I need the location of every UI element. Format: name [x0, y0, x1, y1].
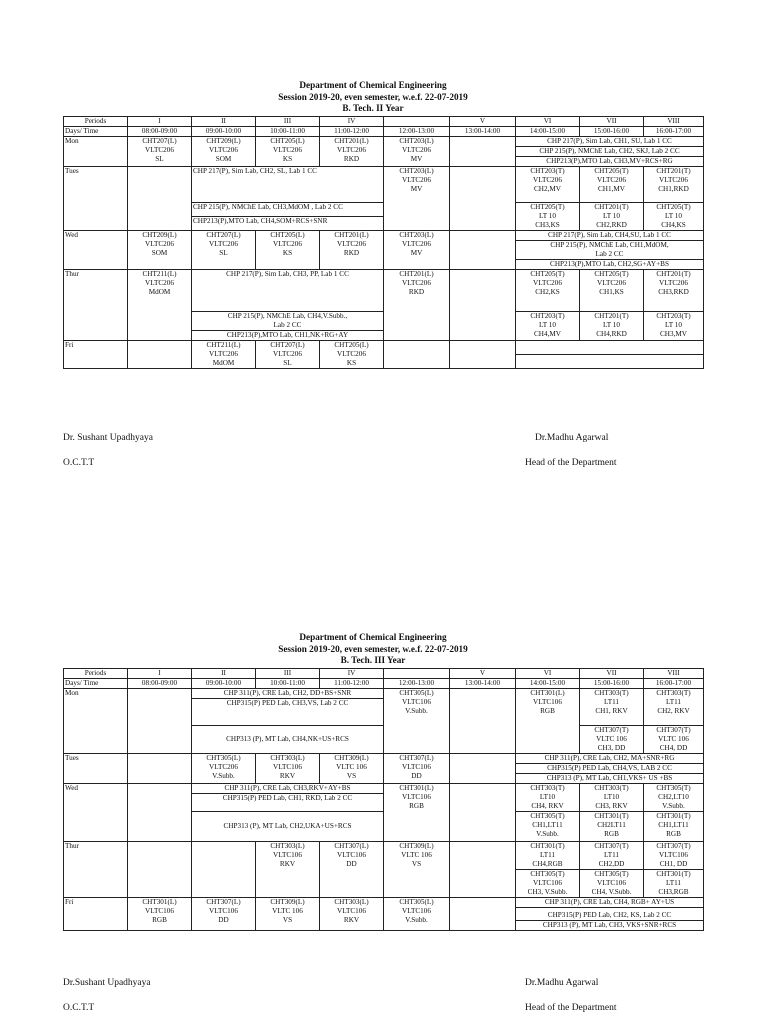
empty-cell	[516, 340, 704, 354]
class-cell: CHT303(L) VLTC106 RKV	[256, 841, 320, 897]
empty-cell	[450, 230, 516, 269]
empty-cell	[128, 166, 192, 230]
day-cell: Thur	[64, 841, 128, 897]
class-cell: CHT309(L) VLTC 106 VS	[256, 897, 320, 930]
class-cell: CHT203(L) VLTC206 MV	[384, 230, 450, 269]
empty-cell	[128, 688, 192, 753]
tutorial-cell: CHT205(T) VLTC206 CH2,KS	[516, 269, 580, 311]
empty-cell	[450, 269, 516, 340]
empty-cell	[128, 340, 192, 368]
tutorial-cell: CHT301(T) LT11 CH4,RGB	[516, 841, 580, 869]
class-cell: CHT209(L) VLTC206 SOM	[192, 136, 256, 166]
time-cell: Days/ Time	[64, 678, 128, 688]
tutorial-cell: CHT303(T) LT10 CH3, RKV	[580, 783, 644, 811]
header-cell: V	[450, 668, 516, 678]
class-cell: CHT207(L) VLTC206 SL	[128, 136, 192, 166]
signature-right-title: Head of the Department	[525, 1003, 617, 1013]
header-cell: IV	[320, 116, 384, 126]
time-cell: 10:00-11:00	[256, 126, 320, 136]
tutorial-cell: CHT205(T) VLTC206 CH1,MV	[580, 166, 644, 202]
year-title: B. Tech. III Year	[340, 655, 406, 665]
lab-cell: CHP 215(P), NMChE Lab, CH4,V.Subb., Lab 2 CC	[192, 311, 384, 330]
empty-cell	[450, 753, 516, 783]
day-cell: Thur	[64, 269, 128, 340]
header-cell: VI	[516, 668, 580, 678]
day-cell: Fri	[64, 897, 128, 930]
class-cell: CHT201(L) VLTC206 RKD	[320, 230, 384, 269]
lab-cell: CHP313 (P), MT Lab, CH1,VKS+ US +BS	[516, 773, 704, 783]
header-cell: II	[192, 116, 256, 126]
empty-cell	[450, 897, 516, 930]
signature-right-name: Dr.Madhu Agarwal	[535, 433, 609, 443]
lab-cell: CHP315(P) PED Lab, CH2, KS, Lab 2 CC	[516, 907, 704, 920]
table-row	[64, 688, 704, 698]
tutorial-cell: CHT303(T) LT10 CH4, RKV	[516, 783, 580, 811]
empty-cell	[384, 340, 450, 368]
day-cell: Wed	[64, 783, 128, 841]
class-cell: CHT205(L) VLTC206 KS	[256, 230, 320, 269]
class-cell: CHT305(L) VLTC106 V.Subb.	[384, 897, 450, 930]
tutorial-cell: CHT303(T) LT11 CH2, RKV	[644, 688, 704, 725]
lab-cell: CHP213(P),MTO Lab, CH3,MV+RCS+RG	[516, 156, 704, 166]
signature-left-name: Dr.Sushant Upadhyaya	[63, 978, 151, 988]
header-cell: VIII	[644, 668, 704, 678]
table-row	[64, 166, 704, 202]
lab-cell: CHP315(P) PED Lab, CH4,VS, LAB 2 CC	[516, 763, 704, 773]
tutorial-cell: CHT205(T) VLTC206 CH1,KS	[580, 269, 644, 311]
class-cell: CHT205(L) VLTC206 KS	[256, 136, 320, 166]
class-cell: CHT209(L) VLTC206 SOM	[128, 230, 192, 269]
header-cell: Periods	[64, 668, 128, 678]
header-cell: I	[128, 116, 192, 126]
time-cell: 13:00-14:00	[450, 678, 516, 688]
class-cell: CHT305(L) VLTC206 V.Subb.	[192, 753, 256, 783]
header-cell: IV	[320, 668, 384, 678]
empty-cell	[450, 841, 516, 897]
header-cell: VI	[516, 116, 580, 126]
lab-cell: CHP313 (P), MT Lab, CH4,NK+US+RCS	[192, 725, 384, 753]
empty-cell	[450, 340, 516, 368]
empty-cell	[450, 783, 516, 841]
tutorial-cell: CHT305(T) CH1,LT11 V.Subb.	[516, 811, 580, 841]
lab-cell: CHP213(P),MTO Lab, CH4,SOM+RCS+SNR	[192, 216, 384, 230]
day-cell: Fri	[64, 340, 128, 368]
session-title: Session 2019-20, even semester, w.e.f. 22-07-2019	[278, 91, 468, 102]
class-cell: CHT211(L) VLTC206 MdOM	[128, 269, 192, 340]
class-cell: CHT301(L) VLTC106 RGB	[384, 783, 450, 841]
day-cell: Mon	[64, 688, 128, 753]
time-cell: 08:00-09:00	[128, 678, 192, 688]
time-cell: 08:00-09:00	[128, 126, 192, 136]
lab-cell: CHP 217(P), Sim Lab, CH3, PP, Lab 1 CC	[192, 269, 384, 311]
class-cell: CHT301(L) VLTC106 RGB	[128, 897, 192, 930]
header-cell: VII	[580, 116, 644, 126]
timetable-2nd-year	[63, 116, 704, 369]
tutorial-cell: CHT203(T) VLTC206 CH2,MV	[516, 166, 580, 202]
time-cell: 11:00-12:00	[320, 678, 384, 688]
time-cell: 14:00-15:00	[516, 126, 580, 136]
tutorial-cell: CHT205(T) LT 10 CH3,KS	[516, 202, 580, 230]
table-row	[64, 269, 704, 311]
empty-cell	[516, 354, 704, 368]
signature-right-title: Head of the Department	[525, 458, 617, 468]
time-cell: 10:00-11:00	[256, 678, 320, 688]
empty-cell	[450, 166, 516, 230]
lab-cell: CHP 217(P), Sim Lab, CH1, SU, Lab 1 CC	[516, 136, 704, 146]
empty-cell	[128, 841, 192, 897]
header-cell: II	[192, 668, 256, 678]
tutorial-cell: CHT307(T) VLTC 106 CH3, DD	[580, 725, 644, 753]
tutorial-cell: CHT305(T) VLTC106 CH3, V.Subb.	[516, 869, 580, 897]
class-cell: CHT305(L) VLTC106 V.Subb.	[384, 688, 450, 753]
tutorial-cell: CHT203(T) LT 10 CH4,MV	[516, 311, 580, 340]
header-cell	[384, 116, 450, 126]
tutorial-cell: CHT201(T) LT 10 CH4,RKD	[580, 311, 644, 340]
empty-cell	[192, 841, 256, 897]
department-title: Department of Chemical Engineering	[299, 80, 447, 90]
tutorial-cell: CHT305(T) VLTC106 CH4, V.Subb.	[580, 869, 644, 897]
class-cell: CHT303(L) VLTC106 RKV	[320, 897, 384, 930]
tutorial-cell: CHT201(T) VLTC206 CH3,RKD	[644, 269, 704, 311]
class-cell: CHT201(L) VLTC206 RKD	[384, 269, 450, 340]
signature-right-name: Dr.Madhu Agarwal	[525, 978, 599, 988]
class-cell: CHT301(L) VLTC106 RGB	[516, 688, 580, 753]
lab-cell: CHP313 (P), MT Lab, CH3, VKS+SNR+RCS	[516, 920, 704, 930]
day-cell: Wed	[64, 230, 128, 269]
time-cell: 11:00-12:00	[320, 126, 384, 136]
table-row	[64, 136, 704, 146]
table-row	[64, 841, 704, 869]
class-cell: CHT205(L) VLTC206 KS	[320, 340, 384, 368]
header-cell: III	[256, 668, 320, 678]
lab-cell: CHP313 (P), MT Lab, CH2,UKA+US+RCS	[192, 811, 384, 841]
tutorial-cell: CHT307(T) VLTC106 CH1, DD	[644, 841, 704, 869]
header-cell	[384, 668, 450, 678]
tutorial-cell: CHT201(T) LT 10 CH2,RKD	[580, 202, 644, 230]
day-cell: Tues	[64, 753, 128, 783]
lab-cell: CHP 311(P), CRE Lab, CH2, DD+BS+SNR	[192, 688, 384, 698]
time-cell: 09:00-10:00	[192, 126, 256, 136]
empty-cell	[128, 753, 192, 783]
class-cell: CHT303(L) VLTC106 RKV	[256, 753, 320, 783]
lab-cell: CHP 215(P), NMChE Lab, CH1,MdOM, Lab 2 CC	[516, 240, 704, 259]
session-title: Session 2019-20, even semester, w.e.f. 22-07-2019	[278, 643, 468, 654]
header-cell: III	[256, 116, 320, 126]
timetable-block-2nd-year	[63, 80, 692, 369]
lab-cell: CHP 215(P), NMChE Lab, CH2, SKJ, Lab 2 CC	[516, 146, 704, 156]
table-row	[64, 753, 704, 763]
signature-left-title: O.C.T.T	[63, 458, 95, 468]
class-cell: CHT307(L) VLTC106 DD	[384, 753, 450, 783]
lab-cell: CHP 217(P), Sim Lab, CH2, SL, Lab 1 CC	[192, 166, 384, 202]
tutorial-cell: CHT307(T) LT11 CH2,DD	[580, 841, 644, 869]
class-cell: CHT203(L) VLTC206 MV	[384, 166, 450, 230]
lab-cell: CHP 215(P), NMChE Lab, CH3,MdOM , Lab 2 CC	[192, 202, 384, 216]
header-cell: I	[128, 668, 192, 678]
header-cell: VII	[580, 668, 644, 678]
time-cell: 13:00-14:00	[450, 126, 516, 136]
department-title: Department of Chemical Engineering	[299, 632, 447, 642]
tutorial-cell: CHT205(T) LT 10 CH4,KS	[644, 202, 704, 230]
timetable-block-3rd-year	[63, 632, 692, 931]
empty-cell	[450, 136, 516, 166]
header-cell: VIII	[644, 116, 704, 126]
class-cell: CHT307(L) VLTC106 DD	[192, 897, 256, 930]
tutorial-cell: CHT303(T) LT11 CH1, RKV	[580, 688, 644, 725]
tutorial-cell: CHT305(T) CH2,LT10 V.Subb.	[644, 783, 704, 811]
periods-row	[64, 116, 704, 126]
empty-cell	[450, 688, 516, 753]
header-cell: V	[450, 116, 516, 126]
lab-cell: CHP 217(P), Sim Lab, CH4,SU, Lab 1 CC	[516, 230, 704, 240]
lab-cell: CHP 311(P), CRE Lab, CH3,RKV+AY+BS	[192, 783, 384, 793]
table-row	[64, 230, 704, 240]
lab-cell: CHP315(P) PED Lab, CH1, RKD, Lab 2 CC	[192, 793, 384, 811]
tutorial-cell: CHT301(T) LT11 CH3,RGB	[644, 869, 704, 897]
time-cell: 16:00-17:00	[644, 126, 704, 136]
class-cell: CHT211(L) VLTC206 MdOM	[192, 340, 256, 368]
class-cell: CHT307(L) VLTC106 DD	[320, 841, 384, 897]
table-row	[64, 897, 704, 907]
day-cell: Mon	[64, 136, 128, 166]
time-cell: 14:00-15:00	[516, 678, 580, 688]
tutorial-cell: CHT201(T) VLTC206 CH1,RKD	[644, 166, 704, 202]
time-cell: 12:00-13:00	[384, 678, 450, 688]
time-cell: 09:00-10:00	[192, 678, 256, 688]
lab-cell: CHP213(P),MTO Lab, CH2,SG+AY+BS	[516, 259, 704, 269]
day-cell: Tues	[64, 166, 128, 230]
lab-cell: CHP315(P) PED Lab, CH3,VS, Lab 2 CC	[192, 698, 384, 725]
times-row	[64, 678, 704, 688]
timetable-3rd-year	[63, 668, 704, 931]
time-cell: Days/ Time	[64, 126, 128, 136]
time-cell: 15:00-16:00	[580, 126, 644, 136]
times-row	[64, 126, 704, 136]
tutorial-cell: CHT301(T) CH2LT11 RGB	[580, 811, 644, 841]
periods-row	[64, 668, 704, 678]
time-cell: 15:00-16:00	[580, 678, 644, 688]
class-cell: CHT207(L) VLTC206 SL	[192, 230, 256, 269]
empty-cell	[128, 783, 192, 841]
signature-left-title: O.C.T.T	[63, 1003, 95, 1013]
signature-left-name: Dr. Sushant Upadhyaya	[63, 433, 153, 443]
time-cell: 12:00-13:00	[384, 126, 450, 136]
lab-cell: CHP213(P),MTO Lab, CH1,NK+RG+AY	[192, 330, 384, 340]
table-row	[64, 783, 704, 793]
tutorial-cell: CHT301(T) CH1,LT11 RGB	[644, 811, 704, 841]
lab-cell: CHP 311(P), CRE Lab, CH2, MA+SNR+RG	[516, 753, 704, 763]
class-cell: CHT207(L) VLTC206 SL	[256, 340, 320, 368]
tutorial-cell: CHT307(T) VLTC 106 CH4, DD	[644, 725, 704, 753]
table-row	[64, 340, 704, 354]
year-title: B. Tech. II Year	[342, 103, 404, 113]
lab-cell: CHP 311(P), CRE Lab, CH4, RGB+ AY+US	[516, 897, 704, 907]
class-cell: CHT309(L) VLTC 106 VS	[320, 753, 384, 783]
time-cell: 16:00-17:00	[644, 678, 704, 688]
header-cell: Periods	[64, 116, 128, 126]
class-cell: CHT201(L) VLTC206 RKD	[320, 136, 384, 166]
class-cell: CHT309(L) VLTC 106 VS	[384, 841, 450, 897]
tutorial-cell: CHT203(T) LT 10 CH3,MV	[644, 311, 704, 340]
class-cell: CHT203(L) VLTC206 MV	[384, 136, 450, 166]
